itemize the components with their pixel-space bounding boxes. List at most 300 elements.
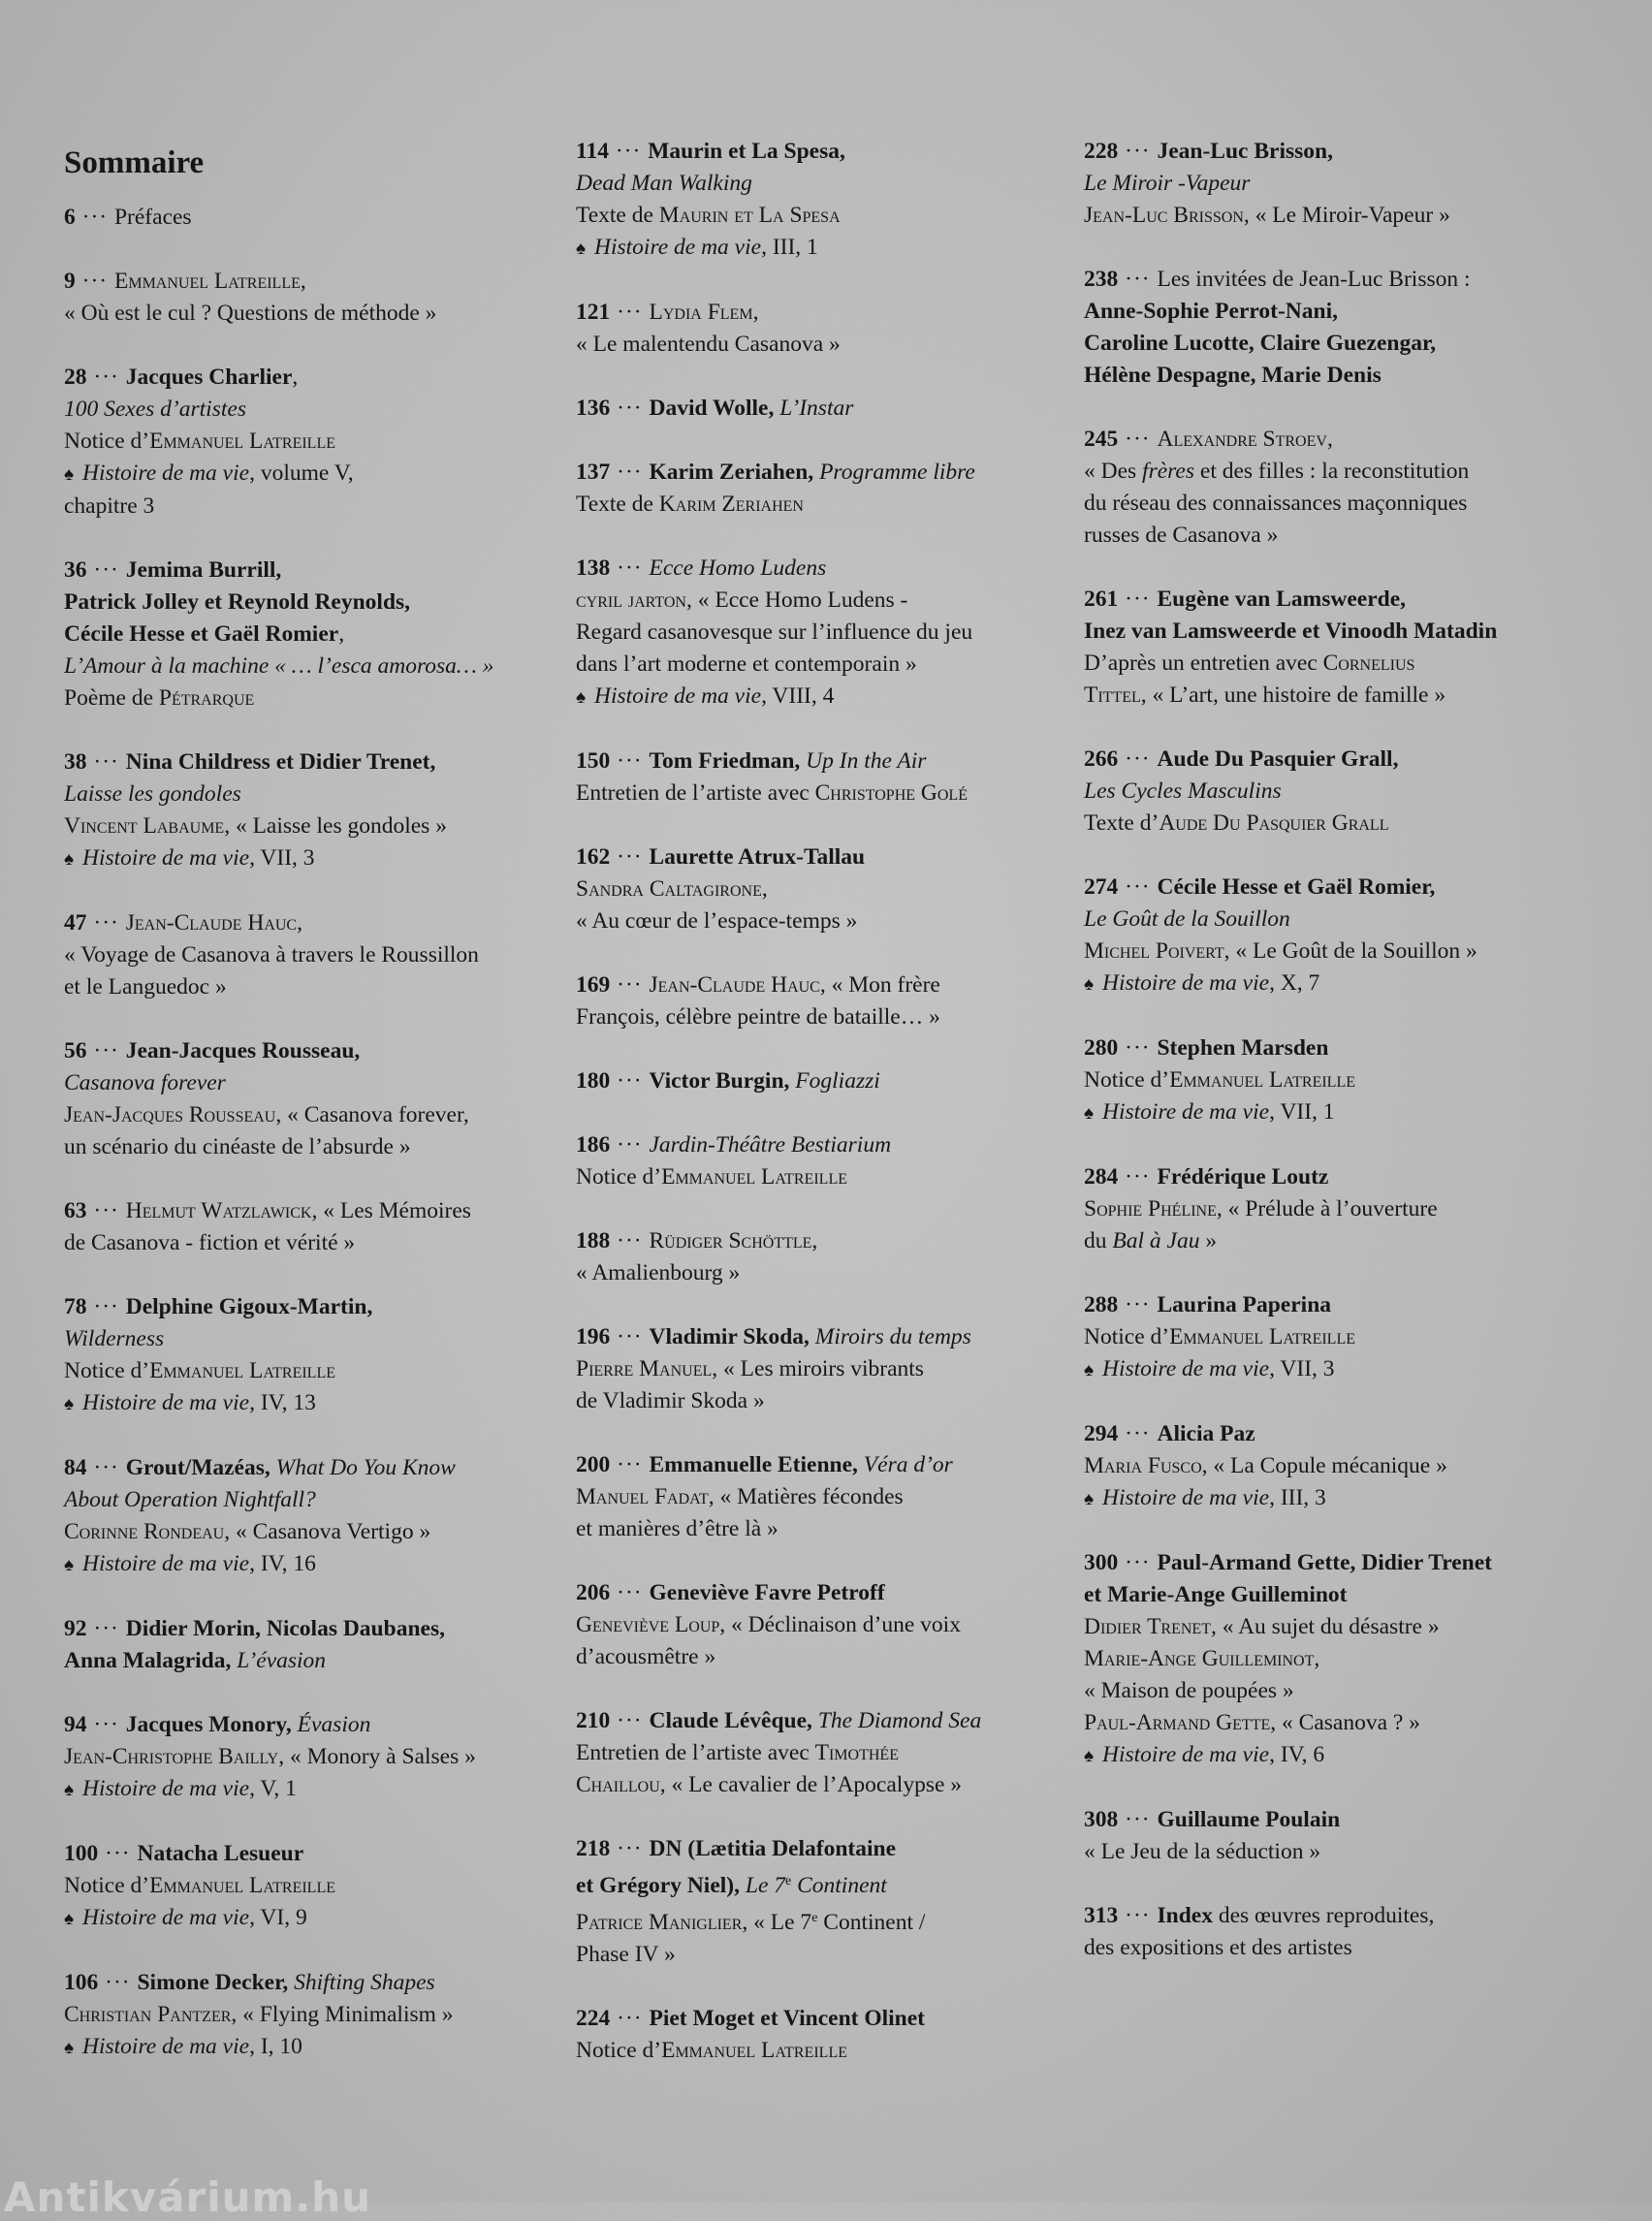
toc-entry-line	[64, 1067, 549, 1099]
entry-text: d’acousmêtre »	[576, 1644, 716, 1669]
entry-title: Programme libre	[813, 460, 975, 485]
toc-entry-line	[576, 232, 1061, 265]
leader-dots: ···	[1118, 1035, 1158, 1061]
entry-text: , « Casanova forever,	[275, 1102, 469, 1128]
entry-text: , IV, 13	[249, 1390, 316, 1416]
entry-title: Histoire de ma vie	[82, 1551, 250, 1577]
toc-entry	[1084, 1900, 1578, 1964]
entry-artist: Delphine Gigoux-Martin,	[125, 1294, 373, 1320]
page-number: 150	[576, 748, 611, 774]
entry-text: François, célèbre peintre de bataille… »	[576, 1004, 940, 1030]
entry-artist: Cécile Hesse et Gaël Romier,	[1157, 874, 1436, 900]
leader-dots: ···	[610, 1708, 650, 1733]
entry-text: , I, 10	[249, 2034, 302, 2060]
entry-artist: et Grégory Niel),	[576, 1873, 740, 1898]
toc-entry-line	[1084, 1547, 1578, 1579]
toc-entry-line	[576, 168, 1061, 200]
leader-dots: ···	[610, 844, 650, 870]
toc-entry	[576, 457, 1061, 521]
toc-entry-line	[1084, 488, 1578, 520]
toc-entry-line	[64, 1035, 549, 1067]
toc-entry-line	[1084, 1643, 1578, 1675]
toc-entry-line	[64, 842, 549, 875]
entry-title: Le Goût de la Souillon	[1084, 906, 1290, 932]
leader-dots: ···	[86, 1455, 126, 1481]
entry-text: un scénario du cinéaste de l’absurde »	[64, 1134, 411, 1160]
page-number: 6	[64, 205, 76, 231]
toc-entry	[1084, 424, 1578, 552]
toc-entry-line	[64, 1323, 549, 1355]
toc-entry-line	[1084, 936, 1578, 968]
entry-text: , « La Copule mécanique »	[1201, 1453, 1447, 1478]
entry-artist: Nina Childress et Didier Trenet,	[125, 749, 436, 776]
toc-entry	[64, 266, 549, 330]
entry-text: des œuvres reproduites,	[1212, 1903, 1435, 1928]
toc-entry	[576, 297, 1061, 361]
toc-entry	[1084, 1804, 1578, 1868]
toc-entry-line	[1084, 648, 1578, 680]
toc-entry	[576, 136, 1061, 265]
entry-author: Vincent Labaume	[64, 813, 225, 840]
toc-entry-line	[64, 1516, 549, 1548]
entry-artist: Aude Du Pasquier Grall,	[1157, 746, 1399, 772]
toc-entry	[576, 1129, 1061, 1193]
toc-entry-line	[576, 1902, 1061, 1939]
toc-entry-line	[64, 458, 549, 491]
table-of-contents	[64, 136, 1576, 2113]
entry-text: et le Languedoc »	[64, 974, 227, 1000]
toc-entry-line	[1084, 328, 1578, 360]
entry-title: Le Miroir -Vapeur	[1084, 171, 1251, 196]
toc-entry-line	[576, 1833, 1061, 1865]
toc-entry	[64, 555, 549, 714]
leader-dots: ···	[610, 748, 650, 774]
toc-entry-line	[1084, 136, 1578, 168]
toc-entry-line	[64, 362, 549, 394]
entry-artist: Frédérique Loutz	[1157, 1164, 1329, 1190]
entry-text: ,	[811, 1228, 818, 1253]
page-number: 136	[576, 396, 611, 421]
spade-icon: ♠	[1084, 1746, 1095, 1766]
entry-text: de Vladimir Skoda »	[576, 1388, 765, 1413]
entry-author: Timothée	[814, 1740, 899, 1765]
entry-author: Chaillou	[576, 1772, 660, 1797]
spade-icon: ♠	[64, 1780, 75, 1801]
toc-entry-line	[1084, 1611, 1578, 1643]
entry-artist: Inez van Lamsweerde et Vinoodh Matadin	[1084, 619, 1498, 644]
entry-title: Le 7	[740, 1873, 785, 1898]
toc-entry-line	[1084, 1289, 1578, 1321]
page-number: 186	[576, 1132, 611, 1158]
entry-title: Histoire de ma vie	[594, 683, 762, 709]
entry-text: , VII, 1	[1269, 1099, 1335, 1125]
entry-artist: Patrick Jolley et Reynold Reynolds,	[64, 589, 411, 616]
page-number: 47	[64, 910, 87, 936]
entry-author: Jean-Claude Hauc	[125, 910, 298, 936]
leader-dots: ···	[75, 205, 114, 231]
entry-author: Manuel Fadat	[576, 1484, 709, 1509]
entry-title: frères	[1142, 459, 1195, 484]
toc-entry-line	[576, 746, 1061, 777]
toc-entry-line	[1084, 296, 1578, 328]
leader-dots: ···	[610, 300, 650, 325]
entry-text: , « Casanova Vertigo »	[224, 1519, 431, 1545]
toc-entry-line	[576, 2003, 1061, 2035]
toc-entry-line	[64, 1548, 549, 1581]
toc-entry-line	[64, 426, 549, 458]
entry-text: ,	[761, 876, 768, 902]
toc-entry	[1084, 1161, 1578, 1257]
toc-entry-line	[64, 1227, 549, 1259]
toc-entry	[64, 1195, 549, 1259]
toc-entry-line	[1084, 1418, 1578, 1450]
toc-entry-line	[576, 489, 1061, 521]
entry-text: « Amalienbourg »	[576, 1260, 741, 1285]
entry-title: Jardin-Théâtre Bestiarium	[649, 1132, 892, 1158]
entry-text: de Casanova - fiction et vérité »	[64, 1230, 356, 1256]
entry-artist: Jean-Jacques Rousseau,	[125, 1038, 361, 1064]
spade-icon: ♠	[1084, 1489, 1095, 1509]
entry-artist: Jemima Burrill,	[125, 557, 282, 584]
page-title: Sommaire	[64, 145, 205, 180]
toc-entry	[64, 907, 549, 1003]
spade-icon: ♠	[64, 464, 75, 486]
toc-entry-line	[64, 2031, 549, 2064]
toc-entry-line	[576, 1321, 1061, 1353]
toc-entry-line	[1084, 1032, 1578, 1064]
entry-text: ,	[1314, 1646, 1320, 1671]
spade-icon: ♠	[64, 1555, 75, 1576]
entry-text: « Où est le cul ? Questions de méthode »	[64, 301, 437, 327]
toc-entry	[64, 1291, 549, 1420]
entry-text: , VI, 9	[249, 1905, 307, 1931]
entry-author: Pierre Manuel	[576, 1356, 713, 1381]
toc-entry	[1084, 136, 1578, 232]
entry-text: , « Mon frère	[819, 972, 940, 998]
toc-entry-line	[1084, 424, 1578, 456]
entry-title: Continent	[791, 1873, 887, 1898]
entry-artist: Didier Morin, Nicolas Daubanes,	[125, 1616, 445, 1642]
entry-author: Emmanuel Latreille	[149, 1358, 335, 1384]
toc-entry-line	[576, 841, 1061, 873]
page-number: 9	[64, 269, 76, 295]
toc-entry	[64, 1967, 549, 2064]
entry-title: Up In the Air	[800, 748, 927, 774]
entry-artist: Victor Burgin,	[649, 1068, 790, 1094]
page-number: 294	[1084, 1421, 1119, 1446]
entry-artist: Laurina Paperina	[1157, 1292, 1332, 1317]
toc-column-2	[576, 136, 1061, 2099]
spade-icon: ♠	[576, 687, 587, 708]
page-number: 84	[64, 1455, 87, 1481]
entry-artist: Simone Decker,	[137, 1970, 289, 1996]
entry-text: Texte de	[576, 203, 659, 228]
toc-entry-line	[576, 1129, 1061, 1161]
toc-entry	[576, 969, 1061, 1033]
entry-author: Emmanuel Latreille	[113, 269, 301, 295]
entry-artist: Index	[1157, 1903, 1213, 1928]
entry-author: Tittel	[1084, 682, 1141, 708]
toc-entry-line	[64, 587, 549, 619]
toc-entry	[576, 746, 1061, 809]
leader-dots: ···	[1118, 1421, 1158, 1446]
toc-entry-line	[1084, 1739, 1578, 1772]
entry-title: Les Cycles Masculins	[1084, 778, 1282, 804]
page-number: 36	[64, 557, 87, 584]
spade-icon: ♠	[64, 849, 75, 871]
entry-title: Miroirs du temps	[809, 1324, 971, 1349]
toc-entry-line	[1084, 616, 1578, 648]
page-number: 266	[1084, 746, 1119, 772]
toc-entry-line	[64, 491, 549, 523]
toc-entry-line	[64, 1291, 549, 1323]
leader-dots: ···	[610, 396, 650, 421]
entry-author: Patrice Maniglier	[576, 1910, 743, 1935]
toc-entry-line	[64, 1870, 549, 1902]
entry-title: Casanova forever	[64, 1070, 226, 1096]
entry-author: Jean-Luc Brisson	[1084, 203, 1244, 228]
toc-entry	[576, 1577, 1061, 1673]
toc-entry	[64, 202, 549, 234]
toc-entry-line	[576, 1641, 1061, 1673]
toc-entry-line	[576, 136, 1061, 168]
toc-entry-line	[576, 1257, 1061, 1289]
toc-entry	[1084, 1418, 1578, 1515]
entry-title: Ecce Homo Ludens	[649, 555, 827, 581]
page-number: 162	[576, 844, 611, 870]
entry-artist: Vladimir Skoda,	[649, 1324, 810, 1349]
entry-author: Emmanuel Latreille	[149, 1873, 335, 1899]
toc-entry-line	[64, 1741, 549, 1773]
entry-artist: Maurin et La Spesa,	[648, 139, 845, 164]
toc-entry-line	[576, 1385, 1061, 1417]
leader-dots: ···	[1118, 1807, 1158, 1832]
superscript: e	[785, 1874, 792, 1888]
toc-entry-line	[64, 298, 549, 330]
entry-title: Histoire de ma vie	[1102, 970, 1270, 996]
toc-entry-line	[576, 329, 1061, 361]
toc-entry-line	[64, 1645, 549, 1677]
entry-title: Laisse les gondoles	[64, 781, 241, 808]
page-number: 114	[576, 139, 609, 164]
leader-dots: ···	[86, 1198, 126, 1224]
leader-dots: ···	[1118, 139, 1158, 164]
entry-author: Didier Trenet	[1084, 1614, 1211, 1639]
toc-entry	[1084, 872, 1578, 1000]
entry-text: Les invitées de Jean-Luc Brisson :	[1157, 267, 1471, 292]
entry-title: Histoire de ma vie	[82, 1905, 250, 1931]
entry-author: Pétrarque	[158, 685, 255, 712]
toc-entry-line	[1084, 744, 1578, 776]
entry-text: ,	[297, 910, 302, 936]
entry-author: Emmanuel Latreille	[1169, 1067, 1355, 1093]
entry-artist: Claude Lévêque,	[649, 1708, 812, 1733]
entry-artist: Jacques Monory,	[125, 1712, 292, 1738]
leader-dots: ···	[1118, 587, 1158, 612]
entry-artist: Jean-Luc Brisson,	[1157, 139, 1333, 164]
toc-entry-line	[576, 297, 1061, 329]
leader-dots: ···	[86, 365, 126, 391]
entry-artist: Alicia Paz	[1157, 1421, 1255, 1446]
entry-text: , « Les Mémoires	[311, 1198, 471, 1224]
toc-entry-line	[576, 585, 1061, 617]
page-number: 100	[64, 1841, 99, 1867]
page-number: 218	[576, 1836, 611, 1861]
toc-entry-line	[1084, 1321, 1578, 1353]
page-number: 169	[576, 972, 611, 998]
entry-author: Jean-Jacques Rousseau	[64, 1102, 276, 1128]
entry-author: Aude Du Pasquier Grall	[1159, 810, 1389, 836]
page-number: 200	[576, 1452, 611, 1477]
page-number: 137	[576, 460, 611, 485]
leader-dots: ···	[1118, 746, 1158, 772]
entry-text: ,	[292, 365, 299, 391]
leader-dots: ···	[610, 1228, 650, 1253]
entry-title: Histoire de ma vie	[1102, 1485, 1270, 1510]
toc-entry-line	[1084, 1450, 1578, 1482]
entry-author: Christian Pantzer	[64, 2002, 232, 2028]
toc-entry-line	[64, 1387, 549, 1420]
entry-title: L’évasion	[231, 1648, 327, 1674]
entry-text: Notice d’	[1084, 1324, 1170, 1349]
toc-entry-line	[1084, 1836, 1578, 1868]
entry-author: Paul-Armand Gette	[1084, 1710, 1271, 1735]
toc-entry	[1084, 584, 1578, 712]
entry-text: « Le Jeu de la séduction »	[1084, 1839, 1321, 1864]
entry-text: Entretien de l’artiste avec	[576, 780, 815, 806]
entry-artist: Caroline Lucotte, Claire Guezengar,	[1084, 331, 1437, 356]
toc-entry-line	[1084, 1579, 1578, 1611]
entry-title: About Operation Nightfall?	[64, 1487, 316, 1513]
entry-author: Sandra Caltagirone	[576, 876, 762, 902]
page-number: 280	[1084, 1035, 1119, 1061]
toc-entry	[576, 841, 1061, 937]
toc-entry-line	[64, 810, 549, 842]
page-number: 94	[64, 1712, 87, 1738]
leader-dots: ···	[1118, 1292, 1158, 1317]
toc-entry-line	[64, 907, 549, 939]
toc-entry-line	[576, 1001, 1061, 1033]
spade-icon: ♠	[64, 1394, 75, 1415]
entry-artist: Cécile Hesse et Gaël Romier	[64, 621, 339, 648]
entry-artist: Laurette Atrux-Tallau	[649, 844, 866, 870]
entry-title: Histoire de ma vie	[594, 235, 762, 260]
leader-dots: ···	[86, 910, 126, 936]
toc-entry-line	[1084, 808, 1578, 840]
page-number: 210	[576, 1708, 611, 1733]
spade-icon: ♠	[1084, 1360, 1095, 1380]
toc-entry-line	[576, 457, 1061, 489]
entry-text: Notice d’	[64, 1873, 150, 1899]
entry-text: , « Déclinaison d’une voix	[719, 1612, 961, 1637]
entry-text: , « Casanova ? »	[1270, 1710, 1420, 1735]
page-number: 38	[64, 749, 87, 776]
toc-entry-line	[64, 1355, 549, 1387]
entry-artist: Stephen Marsden	[1157, 1035, 1329, 1061]
entry-text: ,	[338, 621, 345, 648]
toc-entry	[1084, 264, 1578, 392]
toc-entry-line	[64, 1902, 549, 1935]
entry-text: Notice d’	[576, 2038, 662, 2063]
leader-dots: ···	[610, 1324, 650, 1349]
toc-entry-line	[576, 681, 1061, 714]
toc-entry-line	[576, 649, 1061, 681]
entry-author: Lydia Flem	[649, 300, 753, 325]
leader-dots: ···	[86, 1712, 126, 1738]
entry-text: , « Les miroirs vibrants	[712, 1356, 924, 1381]
entry-author: Sophie Phéline	[1084, 1196, 1217, 1222]
page-number: 288	[1084, 1292, 1119, 1317]
entry-artist: David Wolle,	[649, 396, 775, 421]
toc-entry	[1084, 744, 1578, 840]
page-number: 56	[64, 1038, 87, 1064]
toc-entry	[576, 553, 1061, 714]
entry-artist: DN (Lætitia Delafontaine	[649, 1836, 897, 1861]
leader-dots: ···	[610, 1068, 650, 1094]
spade-icon: ♠	[1084, 1103, 1095, 1124]
toc-entry-line	[64, 1838, 549, 1870]
toc-entry-line	[64, 650, 549, 682]
entry-author: Rüdiger Schöttle	[649, 1228, 812, 1253]
entry-text: chapitre 3	[64, 493, 155, 520]
toc-entry-line	[1084, 1932, 1578, 1964]
entry-title: Histoire de ma vie	[82, 2034, 250, 2060]
entry-text: , « Laisse les gondoles »	[224, 813, 447, 840]
entry-text: , « Le Miroir-Vapeur »	[1243, 203, 1450, 228]
toc-entry-line	[576, 1769, 1061, 1801]
page-number: 188	[576, 1228, 611, 1253]
entry-author: Emmanuel Latreille	[661, 2038, 847, 2063]
leader-dots: ···	[610, 1452, 650, 1477]
entry-text: et des filles : la reconstitution	[1194, 459, 1470, 484]
toc-entry-line	[1084, 1096, 1578, 1129]
toc-entry-line	[576, 1577, 1061, 1609]
entry-text: dans l’art moderne et contemporain »	[576, 651, 917, 677]
toc-entry	[1084, 1289, 1578, 1386]
toc-entry-line	[1084, 1804, 1578, 1836]
leader-dots: ···	[1118, 427, 1158, 452]
entry-author: Emmanuel Latreille	[149, 428, 335, 455]
leader-dots: ···	[86, 1294, 126, 1320]
toc-entry	[1084, 1032, 1578, 1129]
entry-author: Geneviève Loup	[576, 1612, 720, 1637]
toc-entry-line	[1084, 168, 1578, 200]
entry-text: , « L’art, une histoire de famille »	[1140, 682, 1446, 708]
toc-entry-line	[64, 1099, 549, 1131]
entry-text: , IV, 6	[1269, 1742, 1325, 1767]
entry-text: « Maison de poupées »	[1084, 1678, 1294, 1703]
entry-text: , volume V,	[249, 460, 354, 487]
leader-dots: ···	[1118, 874, 1158, 900]
toc-entry-line	[1084, 1161, 1578, 1193]
toc-entry	[1084, 1547, 1578, 1772]
entry-title: Histoire de ma vie	[82, 460, 250, 487]
entry-title: The Diamond Sea	[811, 1708, 982, 1733]
entry-artist: et Marie-Ange Guilleminot	[1084, 1582, 1348, 1607]
toc-entry-line	[64, 266, 549, 298]
leader-dots: ···	[86, 749, 126, 776]
toc-entry-line	[64, 746, 549, 778]
entry-title: Fogliazzi	[789, 1068, 880, 1094]
leader-dots: ···	[98, 1970, 138, 1996]
entry-author: Emmanuel Latreille	[661, 1164, 847, 1190]
toc-entry-line	[64, 619, 549, 650]
toc-entry-line	[576, 905, 1061, 937]
page-number: 300	[1084, 1550, 1119, 1575]
entry-title: Histoire de ma vie	[1102, 1356, 1270, 1381]
leader-dots: ···	[1118, 1550, 1158, 1575]
entry-text: Continent /	[817, 1910, 926, 1935]
